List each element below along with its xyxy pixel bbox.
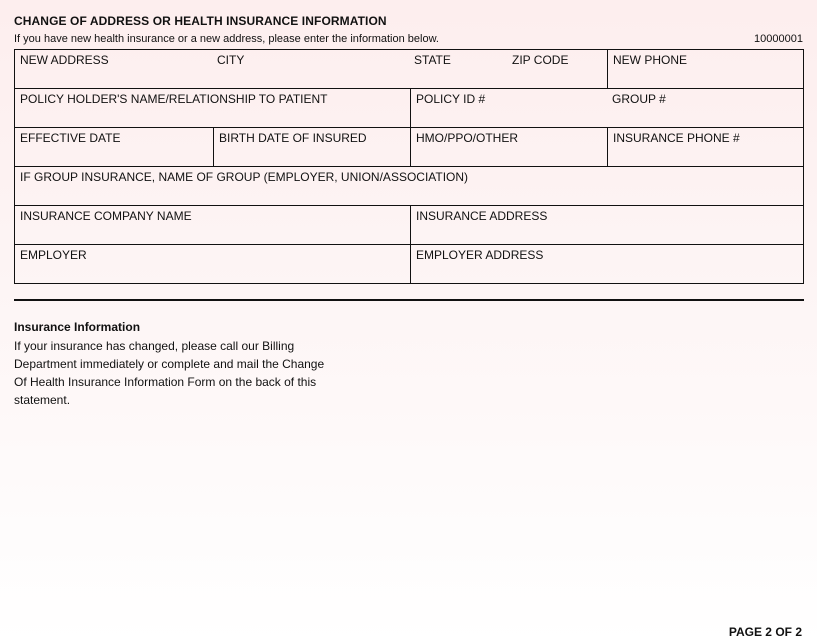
- form-id: 10000001: [754, 33, 803, 45]
- insurance-info-heading: Insurance Information: [14, 320, 141, 334]
- form-row-employer: [15, 244, 803, 283]
- birth-date-field[interactable]: [213, 128, 410, 166]
- form-row-policy: [15, 88, 803, 127]
- section-divider: [14, 299, 804, 301]
- plan-type-field[interactable]: [410, 128, 607, 166]
- plan-type-label: HMO/PPO/OTHER: [416, 131, 519, 145]
- city-label: CITY: [217, 53, 245, 67]
- new-phone-label: NEW PHONE: [613, 53, 688, 67]
- birth-date-label: BIRTH DATE OF INSURED: [219, 131, 367, 145]
- insurance-company-field[interactable]: [15, 206, 410, 244]
- state-label: STATE: [414, 53, 451, 67]
- group-name-label: IF GROUP INSURANCE, NAME OF GROUP (EMPLOYER, UNION/ASSOCIATION): [20, 170, 469, 184]
- employer-address-field[interactable]: [410, 245, 803, 283]
- policy-holder-label: POLICY HOLDER'S NAME/RELATIONSHIP TO PATIENT: [20, 92, 328, 106]
- new-address-label: NEW ADDRESS: [20, 53, 109, 67]
- policy-id-field[interactable]: [410, 89, 803, 127]
- insurance-address-label: INSURANCE ADDRESS: [416, 209, 548, 223]
- form-instructions: If you have new health insurance or a new address, please enter the information below.: [14, 33, 439, 45]
- new-phone-field[interactable]: [607, 50, 803, 88]
- effective-date-field[interactable]: [15, 128, 213, 166]
- insurance-company-label: INSURANCE COMPANY NAME: [20, 209, 192, 223]
- page-number: PAGE 2 OF 2: [728, 625, 802, 639]
- employer-label: EMPLOYER: [20, 248, 87, 262]
- group-number-label: GROUP #: [612, 92, 666, 106]
- employer-field[interactable]: [15, 245, 410, 283]
- group-name-field[interactable]: [15, 167, 803, 205]
- insurance-phone-label: INSURANCE PHONE #: [613, 131, 740, 145]
- form-row-group: [15, 166, 803, 205]
- policy-id-label: POLICY ID #: [416, 92, 486, 106]
- form-row-dates: [15, 127, 803, 166]
- form-title: CHANGE OF ADDRESS OR HEALTH INSURANCE INFORMATION: [14, 14, 387, 28]
- change-of-address-form: [14, 49, 804, 284]
- form-row-address: [15, 50, 803, 88]
- insurance-phone-field[interactable]: [607, 128, 803, 166]
- form-row-insurance-company: [15, 205, 803, 244]
- insurance-address-field[interactable]: [410, 206, 803, 244]
- new-address-field[interactable]: [15, 50, 607, 88]
- employer-address-label: EMPLOYER ADDRESS: [416, 248, 544, 262]
- effective-date-label: EFFECTIVE DATE: [20, 131, 121, 145]
- insurance-info-text: If your insurance has changed, please call our Billing Department immediately or complete and mail the Change Of Health Insurance Information Form on the back of this statement.: [14, 339, 325, 407]
- zip-code-label: ZIP CODE: [512, 53, 569, 67]
- policy-holder-field[interactable]: [15, 89, 410, 127]
